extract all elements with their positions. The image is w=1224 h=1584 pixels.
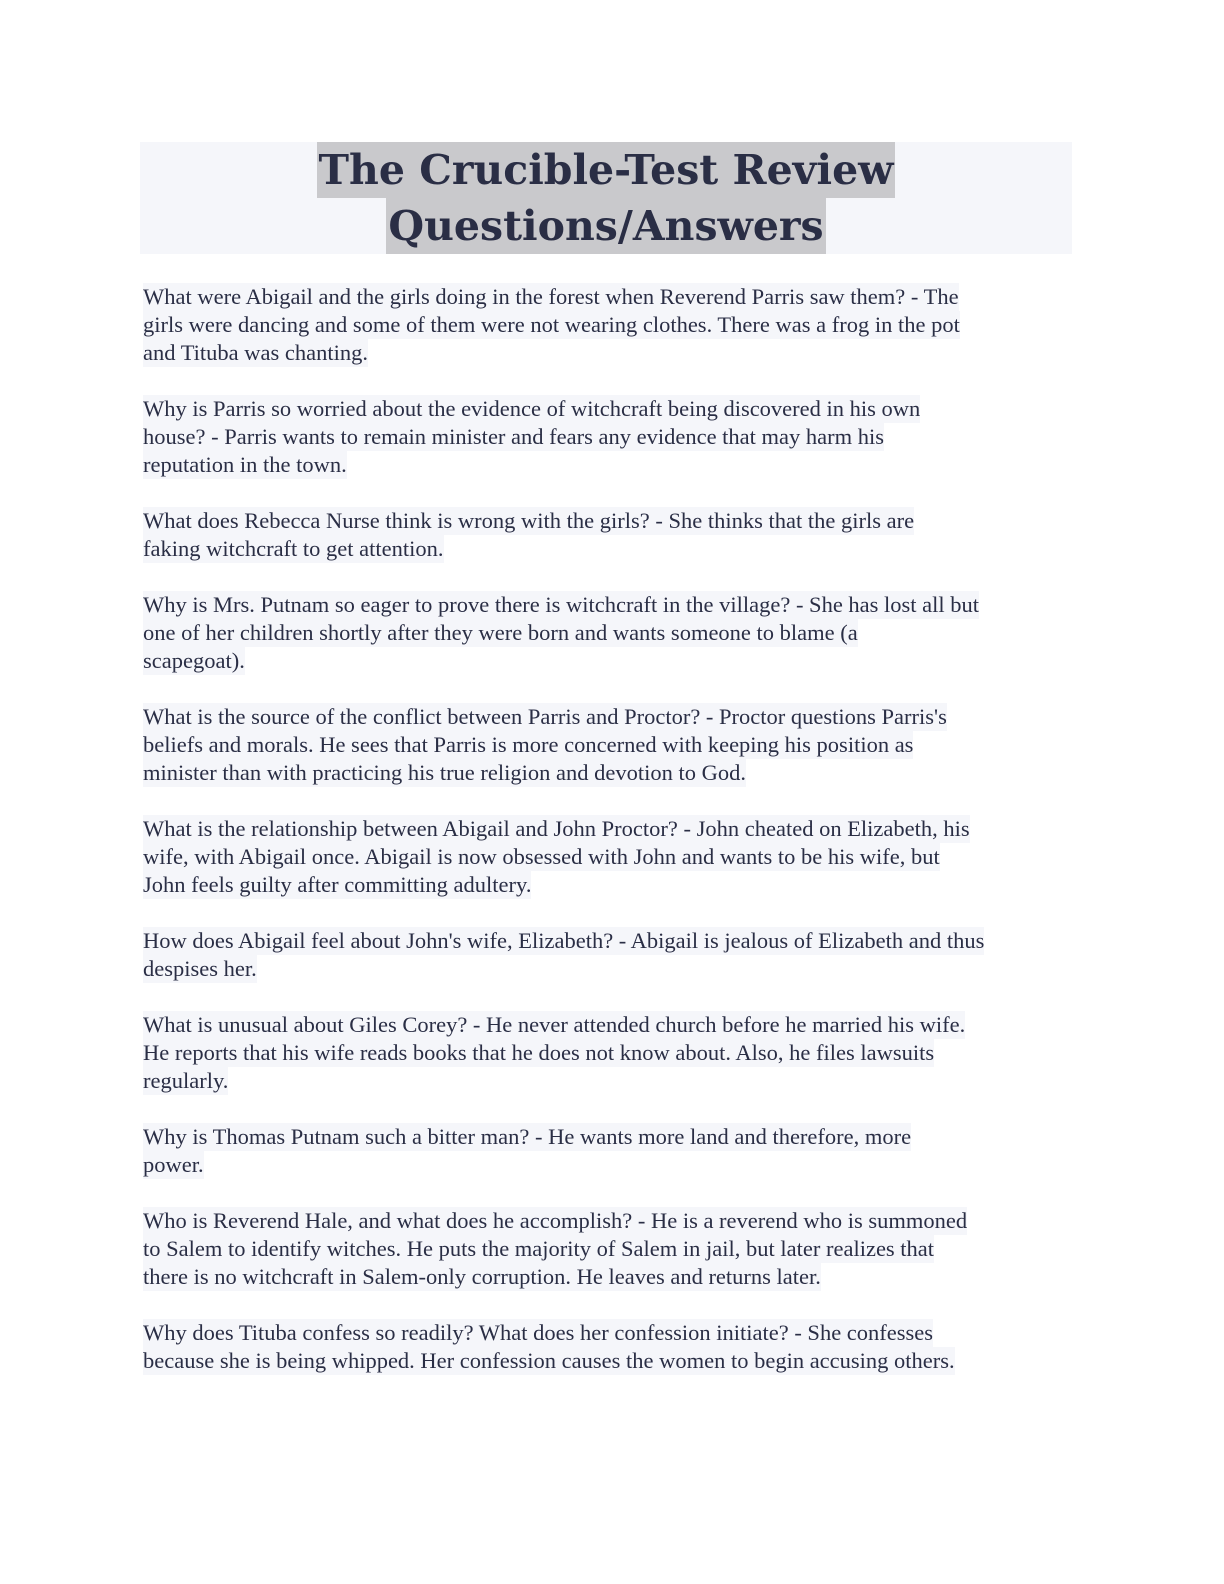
qa-item-7 (143, 927, 1083, 983)
document-title (140, 142, 1072, 254)
qa-line: there is no witchcraft in Salem-only corruption. He leaves and returns later. (143, 1264, 821, 1289)
qa-item-10 (143, 1207, 1083, 1291)
qa-line: and Tituba was chanting. (143, 340, 368, 365)
title-line-1: The Crucible-Test Review (317, 142, 896, 198)
qa-line: reputation in the town. (143, 452, 347, 477)
qa-item-5 (143, 703, 1083, 787)
qa-line: house? - Parris wants to remain minister and fears any evidence that may harm his (143, 424, 885, 449)
qa-line: minister than with practicing his true religion and devotion to God. (143, 760, 747, 785)
qa-line: What were Abigail and the girls doing in the forest when Reverend Parris saw them? - The (143, 284, 959, 309)
qa-line: Why is Thomas Putnam such a bitter man? - He wants more land and therefore, more (143, 1124, 912, 1149)
qa-line: girls were dancing and some of them were not wearing clothes. There was a frog in the pot (143, 312, 960, 337)
qa-list (143, 283, 1083, 1403)
qa-line: power. (143, 1152, 204, 1177)
qa-line: He reports that his wife reads books that he does not know about. Also, he files lawsuits (143, 1040, 935, 1065)
qa-line: What does Rebecca Nurse think is wrong with the girls? - She thinks that the girls are (143, 508, 915, 533)
qa-line: What is the relationship between Abigail and John Proctor? - John cheated on Elizabeth, his (143, 816, 970, 841)
qa-line: What is unusual about Giles Corey? - He never attended church before he married his wife. (143, 1012, 966, 1037)
title-line-2: Questions/Answers (386, 198, 825, 254)
qa-line: scapegoat). (143, 648, 245, 673)
qa-line: despises her. (143, 956, 257, 981)
qa-item-8 (143, 1011, 1083, 1095)
qa-line: Why is Parris so worried about the evidence of witchcraft being discovered in his own (143, 396, 921, 421)
qa-line: John feels guilty after committing adultery. (143, 872, 532, 897)
qa-line: faking witchcraft to get attention. (143, 536, 444, 561)
qa-line: beliefs and morals. He sees that Parris is more concerned with keeping his position as (143, 732, 914, 757)
qa-item-4 (143, 591, 1083, 675)
qa-item-6 (143, 815, 1083, 899)
qa-line: to Salem to identify witches. He puts the majority of Salem in jail, but later realizes that (143, 1236, 935, 1261)
qa-item-3 (143, 507, 1083, 563)
qa-line: What is the source of the conflict between Parris and Proctor? - Proctor questions Parris's (143, 704, 947, 729)
qa-line: How does Abigail feel about John's wife, Elizabeth? - Abigail is jealous of Elizabeth and thus (143, 928, 985, 953)
qa-line: regularly. (143, 1068, 229, 1093)
qa-item-9 (143, 1123, 1083, 1179)
qa-line: one of her children shortly after they were born and wants someone to blame (a (143, 620, 858, 645)
qa-line: Why is Mrs. Putnam so eager to prove there is witchcraft in the village? - She has lost all but (143, 592, 980, 617)
qa-line: Who is Reverend Hale, and what does he accomplish? - He is a reverend who is summoned (143, 1208, 968, 1233)
qa-line: Why does Tituba confess so readily? What does her confession initiate? - She confesses (143, 1320, 934, 1345)
qa-item-11 (143, 1319, 1083, 1375)
qa-item-1 (143, 283, 1083, 367)
qa-line: because she is being whipped. Her confession causes the women to begin accusing others. (143, 1348, 955, 1373)
qa-line: wife, with Abigail once. Abigail is now obsessed with John and wants to be his wife, but (143, 844, 940, 869)
qa-item-2 (143, 395, 1083, 479)
